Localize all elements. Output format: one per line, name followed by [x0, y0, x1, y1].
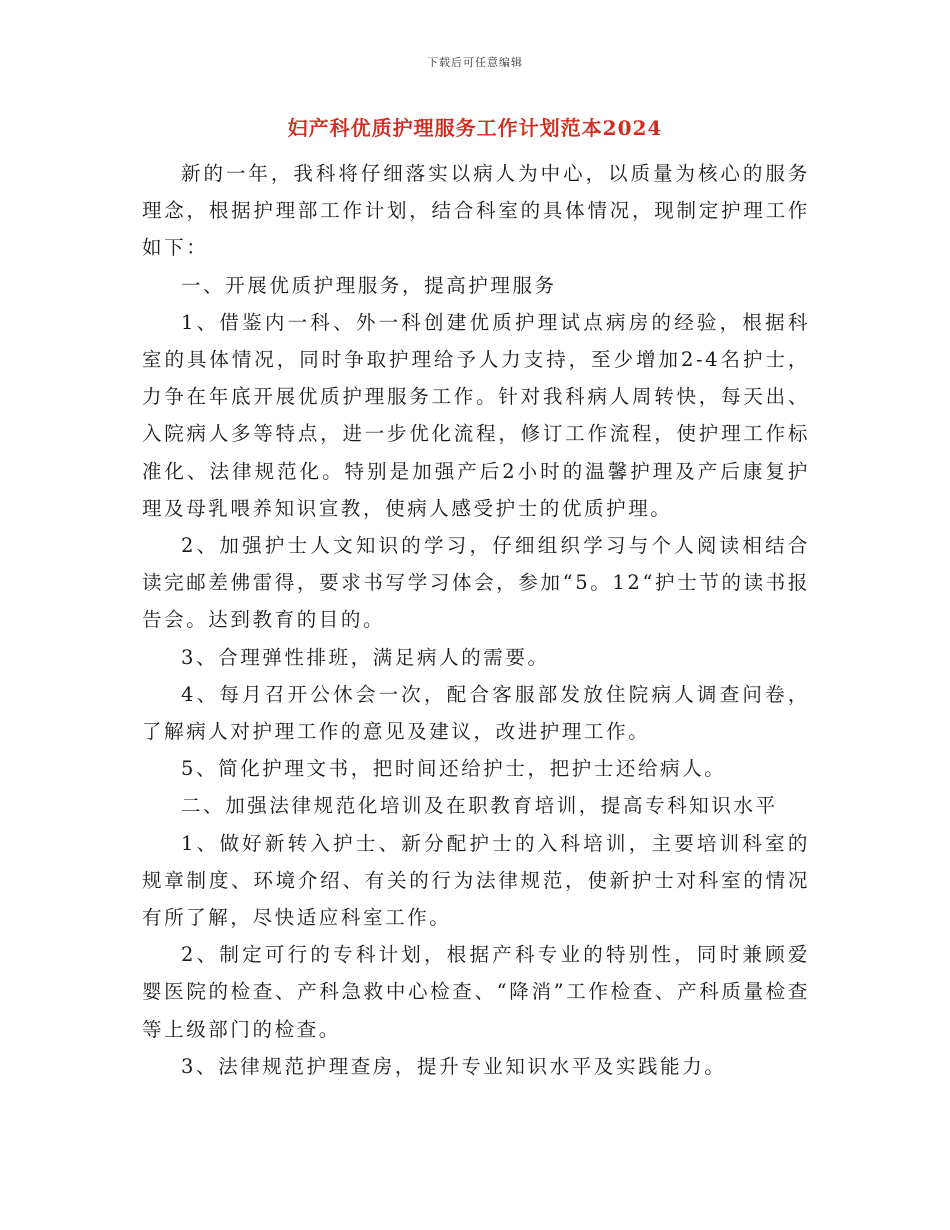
header-note: 下载后可任意编辑: [427, 56, 523, 69]
body-paragraph: 4、每月召开公休会一次，配合客服部发放住院病人调查问卷，了解病人对护理工作的意见及建议，改进护理工作。: [142, 682, 810, 744]
body-paragraph: 1、做好新转入护士、新分配护士的入科培训，主要培训科室的规章制度、环境介绍、有关的行为法律规范，使新护士对科室的情况有所了解，尽快适应科室工作。: [142, 831, 810, 930]
body-paragraph: 1、借鉴内一科、外一科创建优质护理试点病房的经验，根据科室的具体情况，同时争取护理给予人力支持，至少增加2-4名护士，力争在年底开展优质护理服务工作。针对我科病人周转快，每天出、入院病人多等特点，进一步优化流程，修订工作流程，使护理工作标准化、法律规范化。特别是加强产后2小时的温馨护理及产后康复护理及母乳喂养知识宣教，使病人感受护士的优质护理。: [142, 310, 810, 520]
body-paragraph: 2、制定可行的专科计划，根据产科专业的特别性，同时兼顾爱婴医院的检查、产科急救中心检查、“降消”工作检查、产科质量检查等上级部门的检查。: [142, 943, 810, 1041]
document-body: [142, 155, 810, 1085]
intro-paragraph: 新的一年，我科将仔细落实以病人为中心，以质量为核心的服务理念，根据护理部工作计划，结合科室的具体情况，现制定护理工作如下：: [142, 162, 810, 260]
body-paragraph: 5、简化护理文书，把时间还给护士，把护士还给病人。: [181, 757, 727, 781]
document-title: 妇产科优质护理服务工作计划范本2024: [287, 116, 663, 140]
section-heading-2: 二、加强法律规范化培训及在职教育培训，提高专科知识水平: [181, 794, 778, 818]
body-paragraph: 3、合理弹性排班，满足病人的需要。: [181, 645, 550, 669]
body-paragraph: 2、加强护士人文知识的学习，仔细组织学习与个人阅读相结合读完邮差佛雷得，要求书写学习体会，参加“5。12“护士节的读书报告会。达到教育的目的。: [142, 534, 810, 632]
body-paragraph: 3、法律规范护理查房，提升专业知识水平及实践能力。: [181, 1054, 727, 1078]
section-heading-1: 一、开展优质护理服务，提高护理服务: [181, 273, 557, 297]
